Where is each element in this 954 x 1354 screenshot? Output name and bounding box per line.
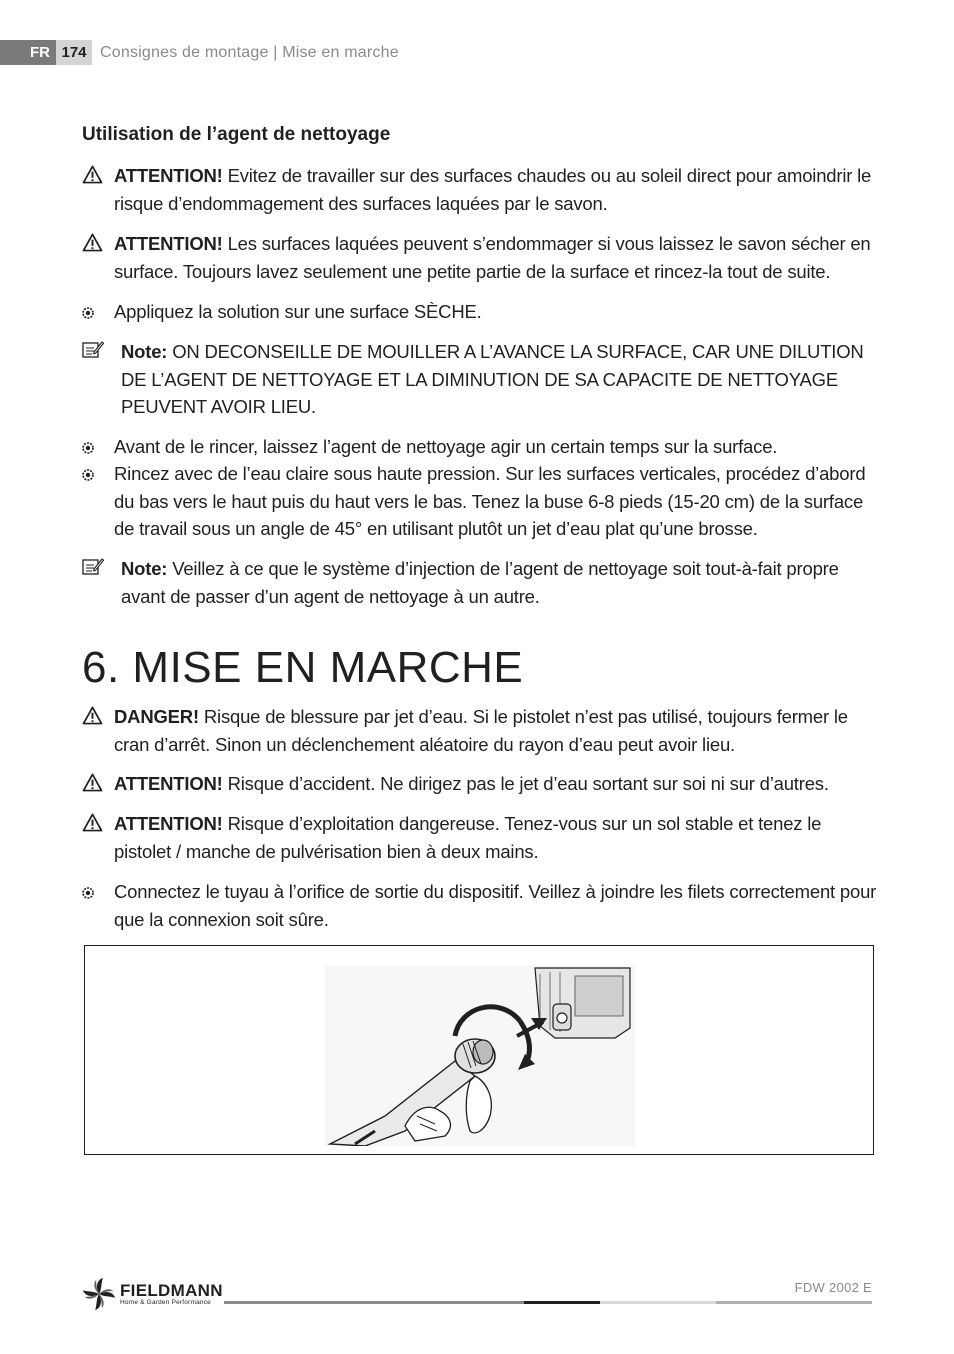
- warning-block: [82, 162, 877, 217]
- danger-block: [82, 703, 877, 758]
- footer-rule-dark: [524, 1301, 600, 1304]
- warning-block: [82, 810, 877, 865]
- warning-block: [82, 770, 877, 798]
- fan-logo-icon: [82, 1277, 116, 1311]
- bullet-item: [82, 433, 877, 461]
- warning-text: Risque d’accident. Ne dirigez pas le jet d’eau sortant sur soi ni sur d’autres.: [222, 773, 829, 794]
- warning-triangle-icon: [82, 165, 103, 184]
- bullet-text: Connectez le tuyau à l’orifice de sortie du dispositif. Veillez à joindre les filets correctement pour que la connexion soit sûre.: [114, 881, 877, 930]
- warning-text: Risque d’exploitation dangereuse. Tenez-vous sur un sol stable et tenez le pistolet / manche de pulvérisation bien à deux mains.: [114, 813, 822, 862]
- warning-text: Les surfaces laquées peuvent s’endommager si vous laissez le savon sécher en surface. Toujours lavez seulement une petite partie de la surface et rincez-la tout de suite.: [114, 233, 871, 282]
- note-block: [82, 555, 877, 610]
- warning-triangle-icon: [82, 773, 103, 792]
- bullet-item: [82, 878, 877, 933]
- warning-triangle-icon: [82, 233, 103, 252]
- warning-text: Evitez de travailler sur des surfaces chaudes ou au soleil direct pour amoindrir le risque d’endommagement des surfaces laquées par le savon.: [114, 165, 872, 214]
- note-block: [82, 338, 877, 421]
- bullet-item: [82, 298, 877, 326]
- section-title: 6. MISE EN MARCHE: [82, 643, 524, 692]
- bullet-text: Avant de le rincer, laissez l’agent de nettoyage agir un certain temps sur la surface.: [114, 436, 778, 457]
- warning-keyword: ATTENTION!: [114, 165, 223, 186]
- model-number: FDW 2002 E: [794, 1280, 872, 1295]
- hose-connection-illustration: [325, 966, 635, 1146]
- note-keyword: Note:: [121, 558, 168, 579]
- note-pencil-icon: [82, 340, 104, 360]
- bullet-flower-icon: [82, 887, 94, 899]
- page-header: [0, 40, 500, 65]
- danger-keyword: DANGER!: [114, 706, 199, 727]
- page-number: 174: [56, 40, 92, 65]
- note-pencil-icon: [82, 557, 104, 577]
- section-subheading: Utilisation de l’agent de nettoyage: [82, 124, 391, 145]
- note-text: ON DECONSEILLE DE MOUILLER A L’AVANCE LA SURFACE, CAR UNE DILUTION DE L’AGENT DE NETTOYAGE ET LA DIMINUTION DE SA CAPACITE DE NETTOYAGE PEUVENT AVOIR LIEU.: [121, 341, 864, 417]
- header-title: Consignes de montage | Mise en marche: [100, 44, 399, 61]
- warning-triangle-icon: [82, 813, 103, 832]
- illustration-frame: [84, 945, 874, 1155]
- bullet-flower-icon: [82, 307, 94, 319]
- warning-keyword: ATTENTION!: [114, 233, 223, 254]
- note-keyword: Note:: [121, 341, 168, 362]
- warning-block: [82, 230, 877, 285]
- footer-rule-mid: [716, 1301, 872, 1304]
- footer-rule-light: [600, 1301, 716, 1304]
- bullet-flower-icon: [82, 469, 94, 481]
- warning-keyword: ATTENTION!: [114, 773, 223, 794]
- footer-rule-gray: [224, 1301, 524, 1304]
- warning-keyword: ATTENTION!: [114, 813, 223, 834]
- brand-tagline: Home & Garden Performance: [120, 1299, 211, 1306]
- note-text: Veillez à ce que le système d’injection de l’agent de nettoyage soit tout-à-fait propre avant de passer d’un agent de nettoyage à un autre.: [121, 558, 839, 607]
- bullet-text: Rincez avec de l’eau claire sous haute pression. Sur les surfaces verticales, procédez d’abord du bas vers le haut puis du haut vers le bas. Tenez la buse 6-8 pieds (15-20 cm) de la surface de travail sous un angle de 45° en utilisant plutôt un jet d’eau plat qu’une brosse.: [114, 463, 866, 539]
- brand-logo: [82, 1277, 222, 1313]
- bullet-flower-icon: [82, 442, 94, 454]
- danger-text: Risque de blessure par jet d’eau. Si le pistolet n’est pas utilisé, toujours fermer le cran d’arrêt. Sinon un déclenchement aléatoire du rayon d’eau peut avoir lieu.: [114, 706, 848, 755]
- bullet-item: [82, 460, 877, 543]
- warning-triangle-icon: [82, 706, 103, 725]
- language-tag: FR: [0, 40, 56, 65]
- brand-name: FIELDMANN: [120, 1281, 223, 1300]
- bullet-text: Appliquez la solution sur une surface SÈCHE.: [114, 301, 482, 322]
